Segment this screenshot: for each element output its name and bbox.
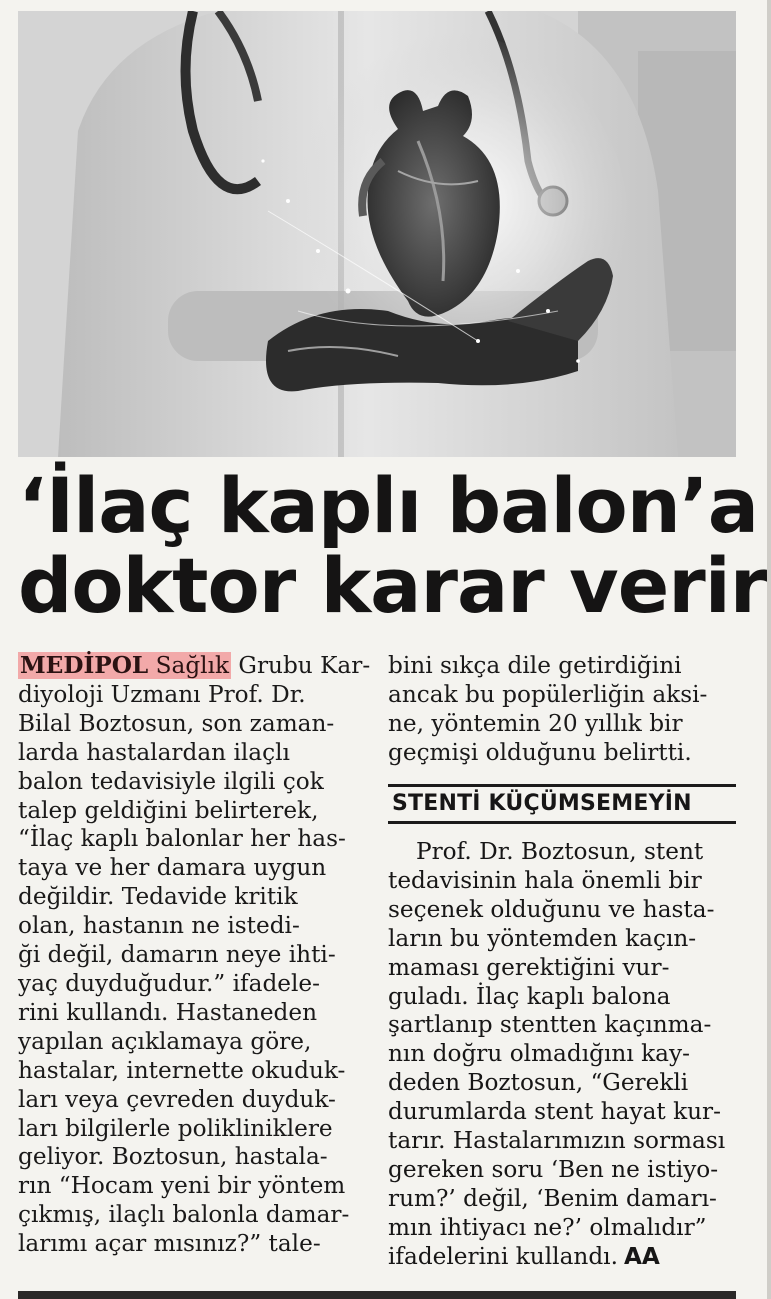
headline-line-1: ‘İlaç kaplı balon’a <box>18 461 758 550</box>
text-line: bini sıkça dile getirdiğini <box>388 652 682 679</box>
text-line: yaç duyduğudur.” ifadele- <box>18 969 320 997</box>
text-line: rini kullandı. Hastaneden <box>18 998 318 1026</box>
text-line: gereken soru ‘Ben ne istiyo- <box>388 1155 719 1183</box>
subhead: STENTİ KÜÇÜMSEMEYİN <box>392 791 692 816</box>
text-line: değildir. Tedavide kritik <box>18 883 298 911</box>
doctor-heart-photo <box>18 11 736 457</box>
page-edge <box>767 0 771 1299</box>
text-line: tarır. Hastalarımızın sorması <box>388 1127 726 1155</box>
subhead-bottom-rule <box>388 821 736 824</box>
text-line: diyoloji Uzmanı Prof. Dr. <box>18 680 306 708</box>
text-line: durumlarda stent hayat kur- <box>388 1098 721 1126</box>
text-line: tedavisinin hala önemli bir <box>388 866 702 894</box>
text-line: Bilal Boztosun, son zaman- <box>18 709 335 737</box>
text-line: ne, yöntemin 20 yıllık bir <box>388 709 683 737</box>
text-line: ları veya çevreden duyduk- <box>18 1085 336 1113</box>
subhead-block <box>388 784 736 824</box>
body-column-right-top <box>388 652 740 768</box>
brand-name: MEDİPOL <box>20 652 149 679</box>
text-line: çıkmış, ilaçlı balonla damar- <box>18 1201 350 1229</box>
text-line: rın “Hocam yeni bir yöntem <box>18 1172 346 1200</box>
body-column-left <box>18 652 371 1259</box>
text-line: maması gerektiğini vur- <box>388 953 670 981</box>
text-line: rum?’ değil, ‘Benim damarı- <box>388 1184 717 1212</box>
text-line: hastalar, internette okuduk- <box>18 1056 346 1084</box>
text-line: balon tedavisiyle ilgili çok <box>18 767 324 795</box>
closing-text: ifadelerini kullandı. <box>388 1242 618 1270</box>
text-line: ancak bu popülerliğin aksi- <box>388 680 708 708</box>
body-column-right-bottom <box>388 838 738 1272</box>
text-line: larda hastalardan ilaçlı <box>18 738 290 766</box>
text-line: “İlaç kaplı balonlar her has- <box>18 825 346 853</box>
text-line: guladı. İlaç kaplı balona <box>388 982 671 1010</box>
closing-line <box>388 1243 738 1272</box>
text-line: deden Boztosun, “Gerekli <box>388 1069 689 1097</box>
text-line: geçmişi olduğunu belirtti. <box>388 738 692 766</box>
text-line: geliyor. Boztosun, hastala- <box>18 1143 328 1171</box>
headline <box>18 461 767 630</box>
lead-continuation: Grubu Kar- <box>231 652 371 679</box>
bottom-rule <box>18 1291 736 1299</box>
brand-subname: Sağlık <box>155 652 230 679</box>
lead-line <box>18 652 371 681</box>
text-line: olan, hastanın ne istedi- <box>18 912 300 940</box>
text-line: ların bu yöntemden kaçın- <box>388 924 697 952</box>
text-line: ları bilgilerle polikliniklere <box>18 1114 333 1142</box>
text-line: yapılan açıklamaya göre, <box>18 1027 312 1055</box>
text-line: nın doğru olmadığını kay- <box>388 1040 690 1068</box>
text-line: larımı açar mısınız?” tale- <box>18 1230 321 1258</box>
headline-line-2: doktor karar verir <box>18 541 767 630</box>
brand-highlight <box>18 652 231 679</box>
text-line: Prof. Dr. Boztosun, stent <box>416 838 704 865</box>
doctor-holding-heart-illustration <box>18 11 736 457</box>
text-line: taya ve her damara uygun <box>18 854 327 882</box>
text-line: seçenek olduğunu ve hasta- <box>388 895 715 923</box>
text-line: şartlanıp stentten kaçınma- <box>388 1011 712 1039</box>
text-line: mın ihtiyacı ne?’ olmalıdır” <box>388 1213 707 1241</box>
text-line: talep geldiğini belirterek, <box>18 796 319 824</box>
text-line: ği değil, damarın neye ihti- <box>18 941 336 969</box>
agency-credit: AA <box>623 1242 660 1270</box>
